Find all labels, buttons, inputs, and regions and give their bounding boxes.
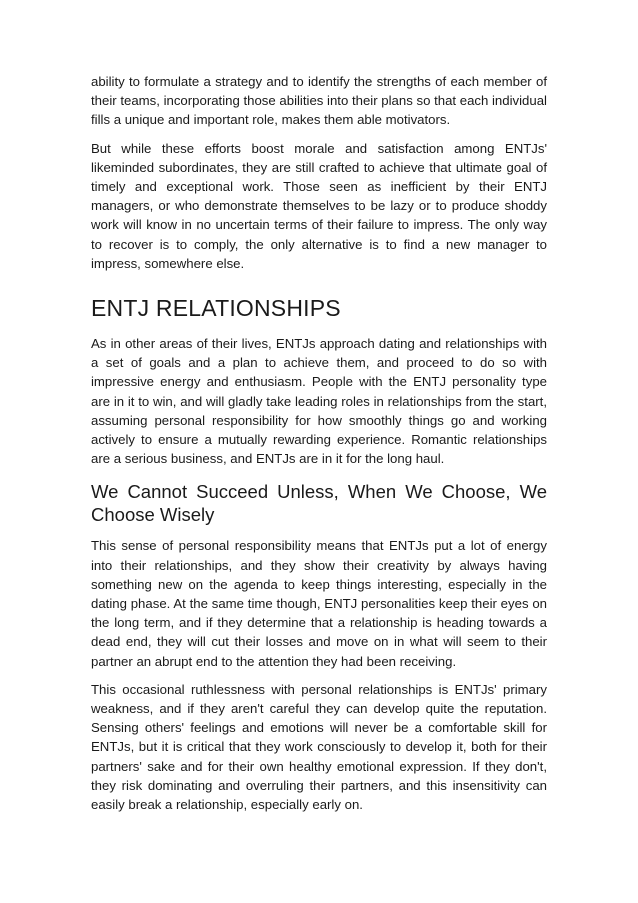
document-page [91,72,547,823]
paragraph-morale: But while these efforts boost morale and satisfaction among ENTJs' likeminded subordinates, they are still crafted to achieve that ultimate goal of timely and exceptional work. Those seen as inefficient by their ENTJ managers, or who demonstrate themselves to be lazy or to produce shoddy work will know in no uncertain terms of their failure to impress. The only way to recover is to comply, the only alternative is to find a new manager to impress, somewhere else. [91,140,547,271]
subheading: We Cannot Succeed Unless, When We Choose, We Choose Wisely [91,481,547,526]
paragraph-relationships: As in other areas of their lives, ENTJs approach dating and relationships with a set of goals and a plan to achieve them, and proceed to do so with impressive energy and enthusiasm. People with the ENTJ personality type are in it to win, and will gladly take leading roles in relationships from the start, assuming personal responsibility for how smoothly things go and working actively to ensure a mutually rewarding experience. Romantic relationships are a serious business, and ENTJs are in it for the long haul. [91,336,547,467]
section-heading: ENTJ RELATIONSHIPS [91,295,341,322]
paragraph-ruthlessness: This occasional ruthlessness with personal relationships is ENTJs' primary weakness, and if they aren't careful they can develop quite the reputation. Sensing others' feelings and emotions will never be a comfortable skill for ENTJs, but it is critical that they work consciously to develop it, both for their partners' sake and for their own healthy emotional expression. If they don't, they risk dominating and overruling their partners, and this insensitivity can easily break a relationship, especially early on. [91,681,547,813]
paragraph-strategy: ability to formulate a strategy and to identify the strengths of each member of their teams, incorporating those abilities into their plans so that each individual fills a unique and important role, makes them able motivators. [91,74,547,128]
paragraph-responsibility: This sense of personal responsibility means that ENTJs put a lot of energy into their relationships, and they show their creativity by always having something new on the agenda to keep things interesting, especially in the dating phase. At the same time though, ENTJ personalities keep their eyes on the long term, and if they determine that a relationship is heading towards a dead end, they will cut their losses and move on in what will seem to their partner an abrupt end to the attention they had been receiving. [91,538,547,669]
